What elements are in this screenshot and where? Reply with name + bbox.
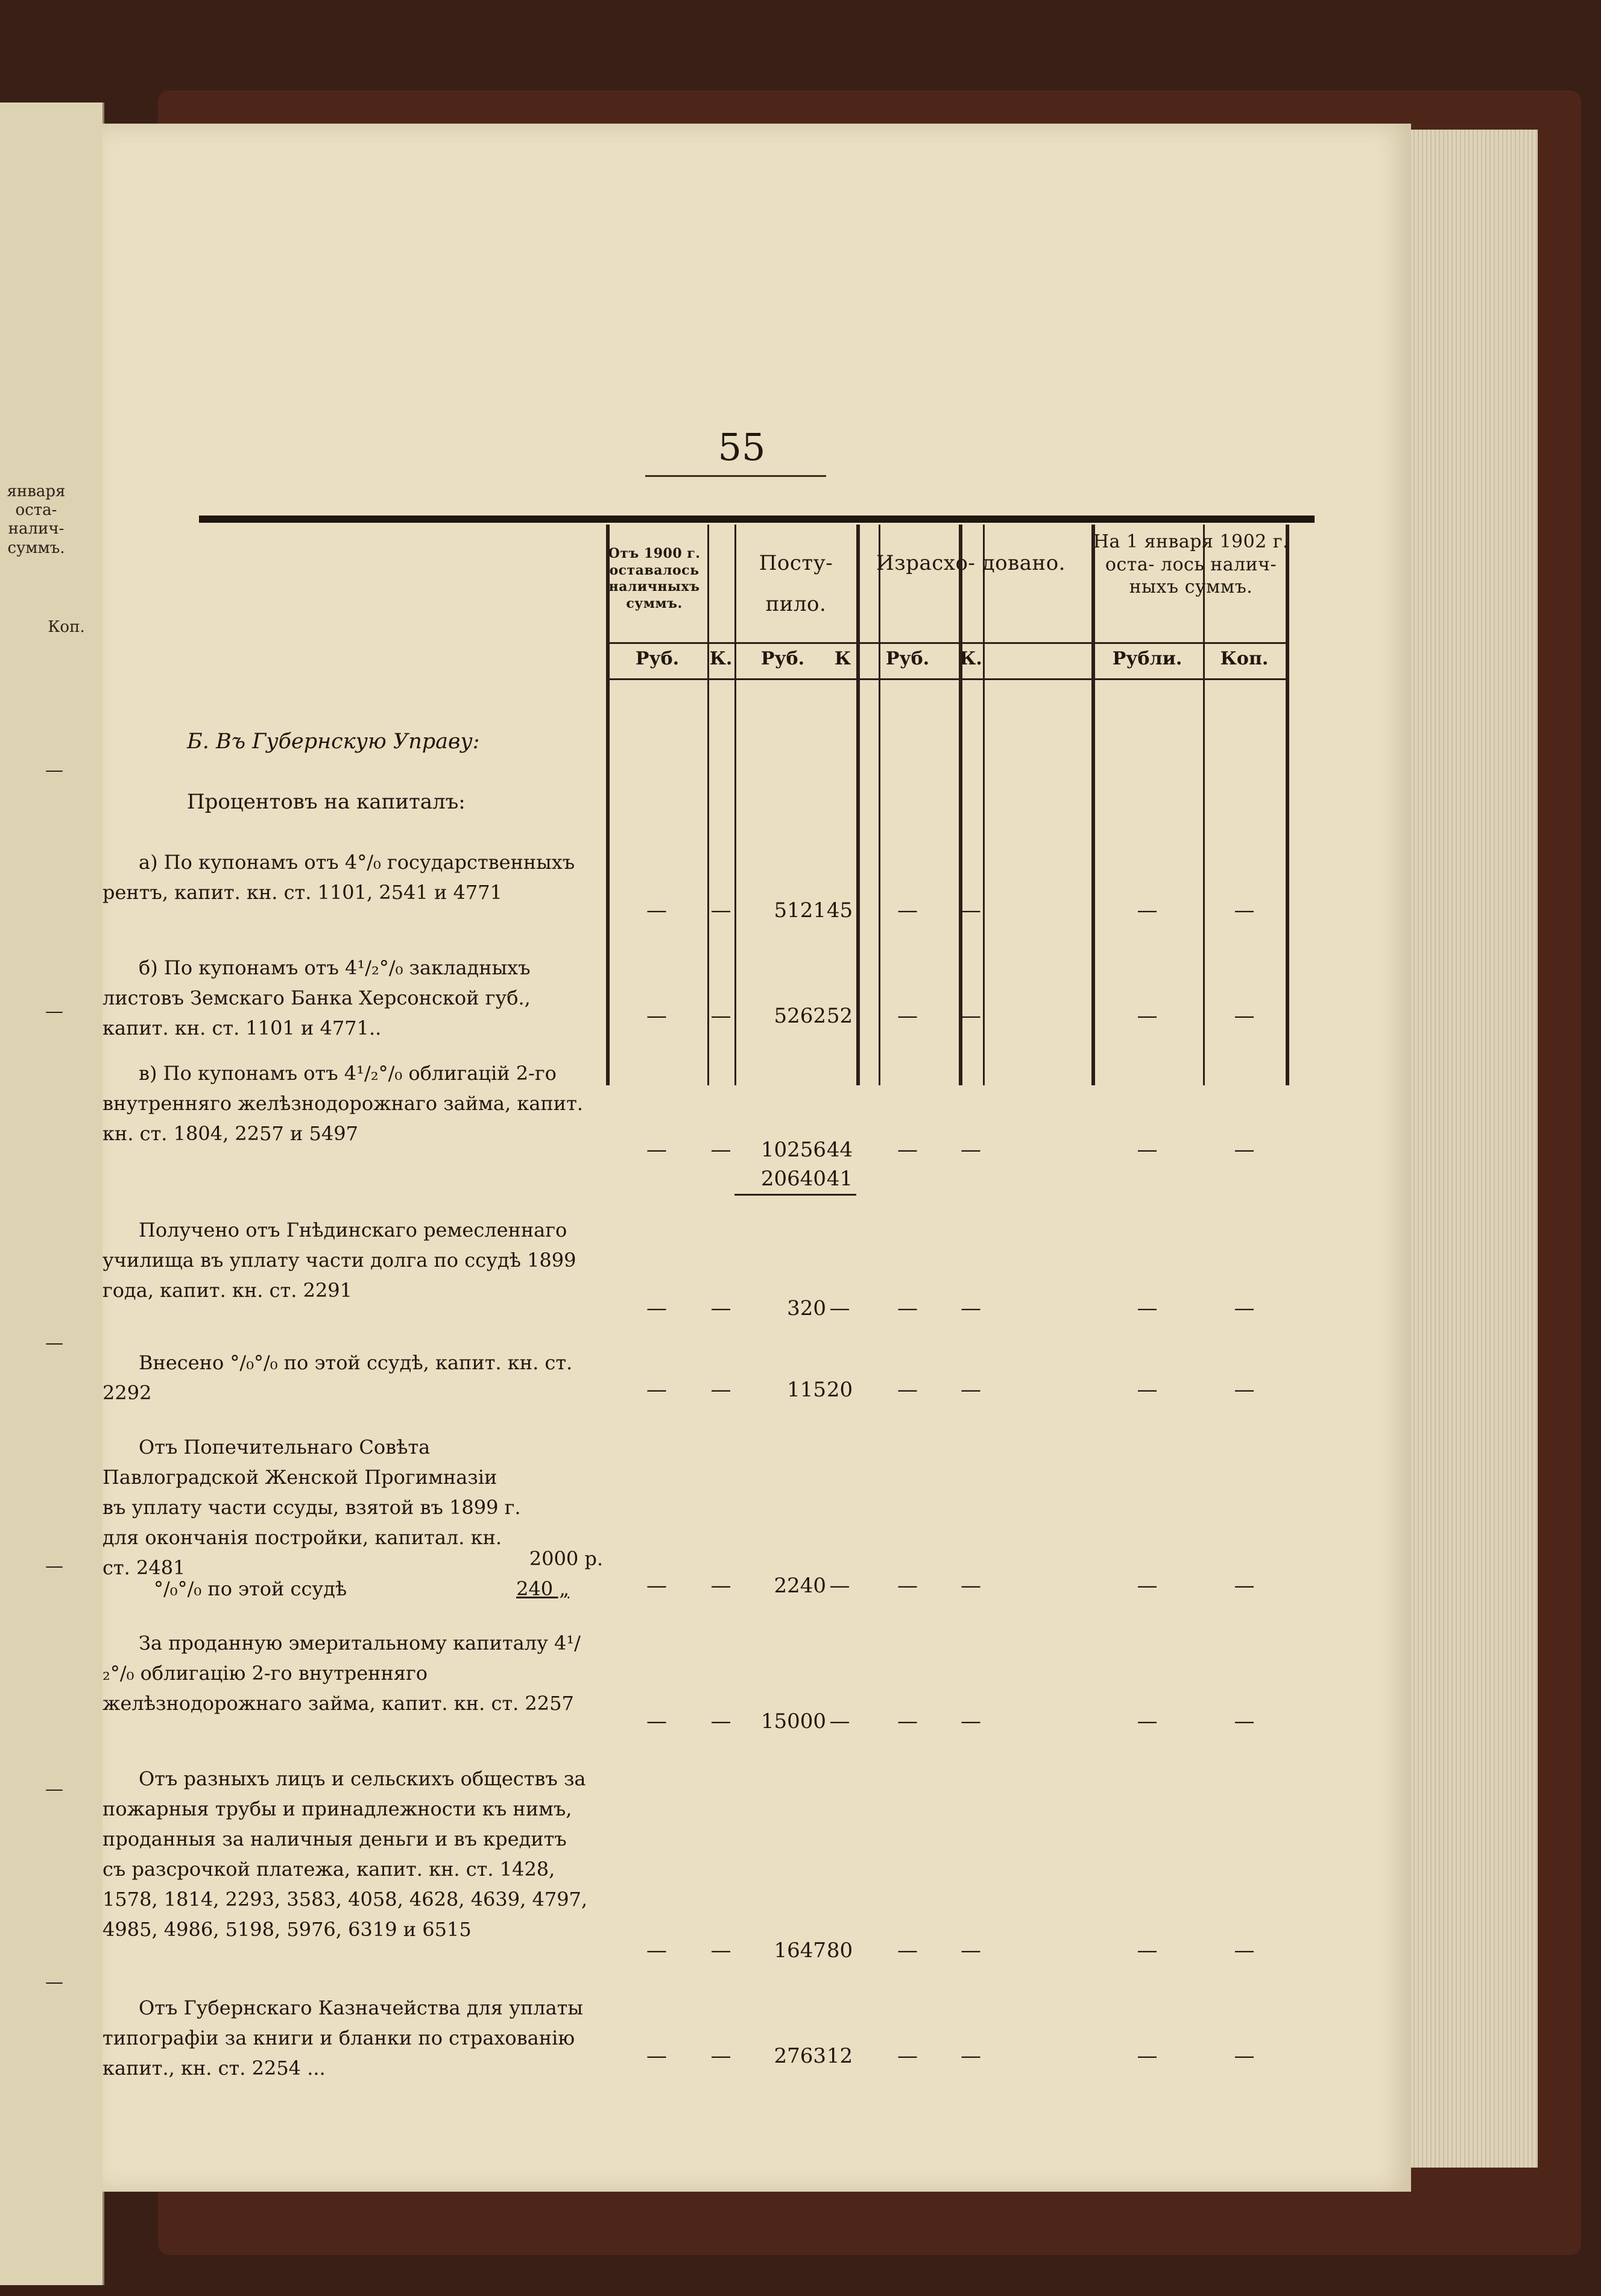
header-col2: Посту- пило. <box>759 551 833 616</box>
empty-cell-dash: — <box>646 1938 667 1963</box>
subheader-k4: Коп. <box>1220 648 1269 669</box>
column-divider <box>959 525 962 1085</box>
subtotal-rule <box>734 1194 856 1196</box>
entry-rubles: 10256 <box>760 1138 826 1162</box>
entry-rubles: 2240 <box>774 1574 826 1598</box>
table-top-rule <box>199 516 1315 523</box>
empty-cell-dash: — <box>646 1296 667 1320</box>
entry-text: б) По купонамъ отъ 4¹/₂°/₀ закладныхъ листовъ Земскаго Банка Херсонской губ., капит. кн. ст. 1101 и 4771.. <box>103 956 531 1039</box>
empty-cell-dash: — <box>961 1378 981 1402</box>
empty-cell-dash: — <box>710 1574 731 1598</box>
empty-cell-dash: — <box>1234 1574 1255 1598</box>
left-page-header: января оста- налич- суммъ. <box>7 482 66 557</box>
empty-cell-dash: — <box>897 1004 918 1028</box>
subtotal-rubles: 20640 <box>760 1167 826 1191</box>
entry-amount: 240 „ <box>516 1577 569 1600</box>
book-page <box>103 124 1411 2192</box>
page-number-rule <box>645 475 826 477</box>
entry-kopecks: — <box>829 1296 850 1320</box>
header-col4: На 1 января 1902 г. оста- лось налич- ныхъ суммъ. <box>1093 531 1289 598</box>
subheader-rub3: Руб. <box>885 648 930 669</box>
empty-cell-dash: — <box>710 1709 731 1733</box>
entry-kopecks: — <box>829 1574 850 1598</box>
subheader-rub4: Рубли. <box>1112 648 1183 669</box>
empty-cell-dash: — <box>897 1378 918 1402</box>
entry-rubles: 15000 <box>760 1709 826 1733</box>
empty-cell-dash: — <box>897 1938 918 1963</box>
empty-cell-dash: — <box>1137 1138 1158 1162</box>
entry-text: Получено отъ Гнѣдинскаго ремесленнаго училища въ уплату части долга по ссудѣ 1899 года, капит. кн. ст. 2291 <box>103 1219 576 1302</box>
entry-text: Отъ Попечительнаго Совѣта Павлоградской Женской Прогимназіи въ уплату части ссуды, взятой въ 1899 г. для окончанія постройки, капитал. кн. ст. 2481 <box>103 1436 521 1579</box>
interest-title: Процентовъ на капиталъ: <box>187 790 466 814</box>
empty-cell-dash: — <box>1234 1378 1255 1402</box>
empty-cell-dash: — <box>1137 1296 1158 1320</box>
empty-cell-dash: — <box>961 1004 981 1028</box>
empty-cell-dash: — <box>1137 1709 1158 1733</box>
entry-rubles: 5262 <box>774 1004 826 1028</box>
header-col1: Отъ 1900 г. оставалось наличныхъ суммъ. <box>608 546 701 611</box>
empty-cell-dash: — <box>646 2044 667 2068</box>
entry-subline: °/₀°/₀ по этой ссудѣ <box>154 1577 347 1600</box>
empty-cell-dash: — <box>710 898 731 922</box>
entry-text: Внесено °/₀°/₀ по этой ссудѣ, капит. кн. ст. 2292 <box>103 1351 573 1404</box>
left-dash: — <box>45 1779 63 1800</box>
empty-cell-dash: — <box>961 898 981 922</box>
empty-cell-dash: — <box>1234 1296 1255 1320</box>
page-block <box>1405 130 1538 2168</box>
header-rule <box>606 642 1287 644</box>
entry-kopecks: — <box>829 1709 850 1733</box>
column-divider <box>1203 525 1205 1085</box>
empty-cell-dash: — <box>897 898 918 922</box>
subtotal-kopecks: 41 <box>826 1167 853 1191</box>
entry-rubles: 2763 <box>774 2044 826 2068</box>
subheader-k2: К <box>834 648 851 669</box>
left-dash: — <box>45 1001 63 1022</box>
header-col3: Израсхо- довано. <box>876 551 1066 575</box>
empty-cell-dash: — <box>710 1296 731 1320</box>
column-divider <box>1286 525 1289 1085</box>
left-dash: — <box>45 1556 63 1577</box>
empty-cell-dash: — <box>1137 1574 1158 1598</box>
empty-cell-dash: — <box>646 1709 667 1733</box>
section-title: Б. Въ Губернскую Управу: <box>187 730 480 754</box>
empty-cell-dash: — <box>897 1138 918 1162</box>
entry-text: в) По купонамъ отъ 4¹/₂°/₀ облигацій 2-го внутренняго желѣзнодорожнаго займа, капит. кн. ст. 1804, 2257 и 5497 <box>103 1062 583 1145</box>
empty-cell-dash: — <box>1234 2044 1255 2068</box>
entry-kopecks: 12 <box>826 2044 853 2068</box>
entry-text: Отъ разныхъ лицъ и сельскихъ обществъ за пожарныя трубы и принадлежности къ нимъ, проданныя за наличныя деньги и въ кредитъ съ разсрочкой платежа, капит. кн. ст. 1428, 1578, 1814, 2293, 3583, 4058, 4628, 4639, 4797, 4985, 4986, 5198, 5976, 6319 и 6515 <box>103 1767 588 1941</box>
subheader-rub2: Руб. <box>760 648 805 669</box>
subheader-rub1: Руб. <box>635 648 680 669</box>
empty-cell-dash: — <box>961 2044 981 2068</box>
empty-cell-dash: — <box>897 1296 918 1320</box>
empty-cell-dash: — <box>710 2044 731 2068</box>
empty-cell-dash: — <box>1234 1938 1255 1963</box>
column-divider <box>707 525 709 1085</box>
empty-cell-dash: — <box>1234 898 1255 922</box>
empty-cell-dash: — <box>897 2044 918 2068</box>
empty-cell-dash: — <box>961 1138 981 1162</box>
empty-cell-dash: — <box>1137 1938 1158 1963</box>
column-divider <box>983 525 985 1085</box>
empty-cell-dash: — <box>897 1709 918 1733</box>
entry-kopecks: 44 <box>826 1138 853 1162</box>
left-page-kop: Коп. <box>48 618 85 636</box>
empty-cell-dash: — <box>710 1938 731 1963</box>
empty-cell-dash: — <box>646 1004 667 1028</box>
empty-cell-dash: — <box>1234 1004 1255 1028</box>
entry-kopecks: 20 <box>826 1378 853 1402</box>
empty-cell-dash: — <box>897 1574 918 1598</box>
subheader-k3: К. <box>959 648 982 669</box>
empty-cell-dash: — <box>961 1709 981 1733</box>
entry-rubles: 1647 <box>774 1938 826 1963</box>
entry-kopecks: 80 <box>826 1938 853 1963</box>
empty-cell-dash: — <box>646 1138 667 1162</box>
entry-text: а) По купонамъ отъ 4°/₀ государственныхъ рентъ, капит. кн. ст. 1101, 2541 и 4771 <box>103 851 575 904</box>
empty-cell-dash: — <box>646 1574 667 1598</box>
empty-cell-dash: — <box>646 1378 667 1402</box>
empty-cell-dash: — <box>1137 1004 1158 1028</box>
entry-text: За проданную эмеритальному капиталу 4¹/₂°/₀ облигацію 2-го внутренняго желѣзнодорожнаго займа, капит. кн. ст. 2257 <box>103 1632 581 1715</box>
entry-amount: 2000 р. <box>529 1547 603 1570</box>
page-number: 55 <box>718 425 766 469</box>
entry-kopecks: 52 <box>826 1004 853 1028</box>
empty-cell-dash: — <box>646 898 667 922</box>
entry-text: Отъ Губернскаго Казначейства для уплаты типографіи за книги и бланки по страхованію капит., кн. ст. 2254 ... <box>103 1996 583 2080</box>
entry-rubles: 5121 <box>774 898 826 922</box>
subheader-rule <box>606 678 1287 680</box>
left-page-edge <box>0 102 104 2285</box>
empty-cell-dash: — <box>1137 2044 1158 2068</box>
empty-cell-dash: — <box>1234 1709 1255 1733</box>
left-dash: — <box>45 1332 63 1354</box>
column-divider <box>1091 525 1095 1085</box>
empty-cell-dash: — <box>710 1378 731 1402</box>
left-dash: — <box>45 760 63 781</box>
empty-cell-dash: — <box>710 1138 731 1162</box>
empty-cell-dash: — <box>1234 1138 1255 1162</box>
entry-rubles: 320 <box>787 1296 826 1320</box>
entry-rubles: 115 <box>787 1378 826 1402</box>
empty-cell-dash: — <box>1137 898 1158 922</box>
empty-cell-dash: — <box>710 1004 731 1028</box>
empty-cell-dash: — <box>961 1938 981 1963</box>
empty-cell-dash: — <box>961 1574 981 1598</box>
entry-kopecks: 45 <box>826 898 853 922</box>
empty-cell-dash: — <box>1137 1378 1158 1402</box>
column-divider <box>879 525 880 1085</box>
subheader-k1: К. <box>709 648 733 669</box>
left-dash: — <box>45 1972 63 1993</box>
empty-cell-dash: — <box>961 1296 981 1320</box>
